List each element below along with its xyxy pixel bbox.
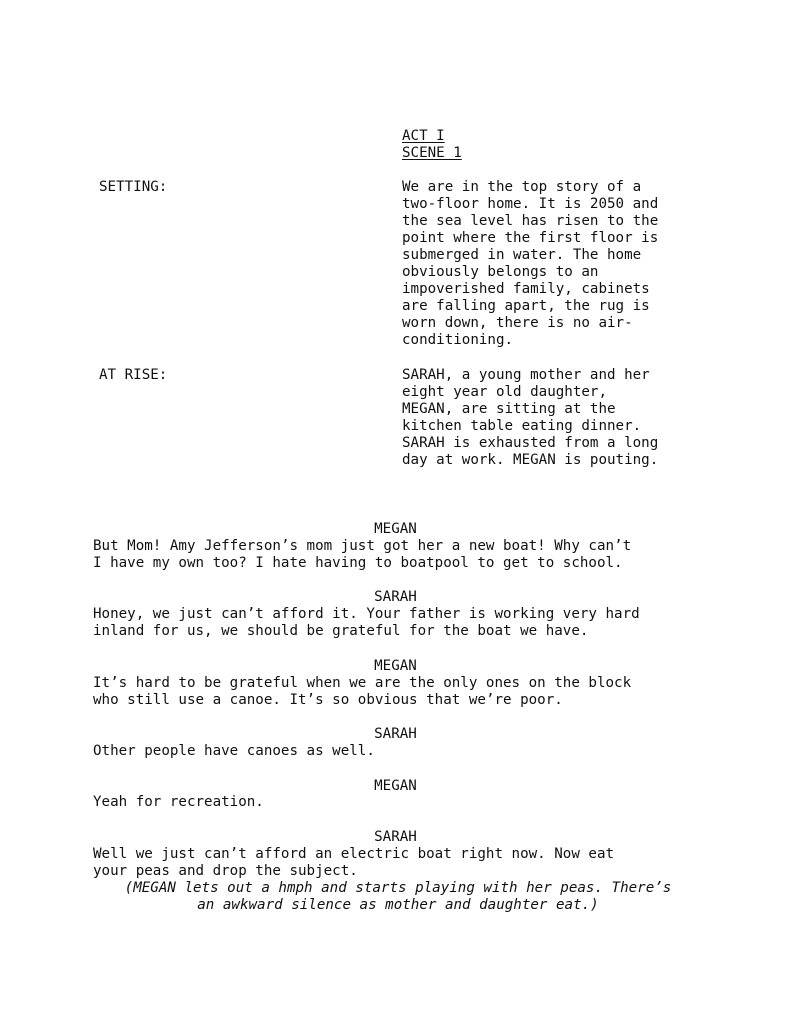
scene-heading: SCENE 1 (402, 145, 462, 161)
character-name: SARAH (374, 726, 417, 742)
dialogue-line: your peas and drop the subject. (93, 863, 358, 879)
dialogue-block (93, 606, 703, 640)
dialogue-block (93, 538, 703, 572)
character-name: SARAH (374, 589, 417, 605)
setting-line: submerged in water. The home (402, 247, 642, 263)
setting-line: are falling apart, the rug is (402, 298, 650, 314)
setting-description (402, 179, 697, 349)
setting-line: the sea level has risen to the (402, 213, 659, 229)
at-rise-line: MEGAN, are sitting at the (402, 401, 616, 417)
setting-line: obviously belongs to an (402, 264, 599, 280)
character-name: MEGAN (374, 658, 417, 674)
stage-direction (93, 880, 703, 914)
dialogue-block (93, 743, 703, 760)
stage-direction-line: (MEGAN lets out a hmph and starts playing with her peas. There’s (124, 880, 672, 896)
act-heading: ACT I (402, 128, 445, 144)
dialogue-line: I have my own too? I hate having to boatpool to get to school. (93, 555, 623, 571)
setting-line: point where the first floor is (402, 230, 659, 246)
setting-line: conditioning. (402, 332, 514, 348)
stage-direction-line: an awkward silence as mother and daughter eat.) (197, 897, 599, 913)
setting-line: worn down, there is no air- (402, 315, 633, 331)
dialogue-line: Other people have canoes as well. (93, 743, 375, 759)
at-rise-description (402, 367, 697, 469)
dialogue-block (93, 675, 703, 709)
at-rise-line: kitchen table eating dinner. (402, 418, 642, 434)
at-rise-line: day at work. MEGAN is pouting. (402, 452, 659, 468)
setting-label: SETTING: (99, 179, 168, 195)
at-rise-line: SARAH, a young mother and her (402, 367, 650, 383)
at-rise-line: eight year old daughter, (402, 384, 607, 400)
at-rise-label: AT RISE: (99, 367, 168, 383)
character-name: SARAH (374, 829, 417, 845)
dialogue-line: inland for us, we should be grateful for the boat we have. (93, 623, 589, 639)
setting-line: two-floor home. It is 2050 and (402, 196, 659, 212)
dialogue-line: Yeah for recreation. (93, 794, 264, 810)
setting-line: impoverished family, cabinets (402, 281, 650, 297)
dialogue-block (93, 794, 703, 811)
dialogue-line: Honey, we just can’t afford it. Your father is working very hard (93, 606, 640, 622)
dialogue-line: But Mom! Amy Jefferson’s mom just got her a new boat! Why can’t (93, 538, 632, 554)
character-name: MEGAN (374, 521, 417, 537)
setting-line: We are in the top story of a (402, 179, 642, 195)
dialogue-line: who still use a canoe. It’s so obvious that we’re poor. (93, 692, 563, 708)
at-rise-line: SARAH is exhausted from a long (402, 435, 659, 451)
dialogue-block (93, 846, 703, 880)
dialogue-line: Well we just can’t afford an electric boat right now. Now eat (93, 846, 615, 862)
character-name: MEGAN (374, 778, 417, 794)
dialogue-line: It’s hard to be grateful when we are the only ones on the block (93, 675, 632, 691)
